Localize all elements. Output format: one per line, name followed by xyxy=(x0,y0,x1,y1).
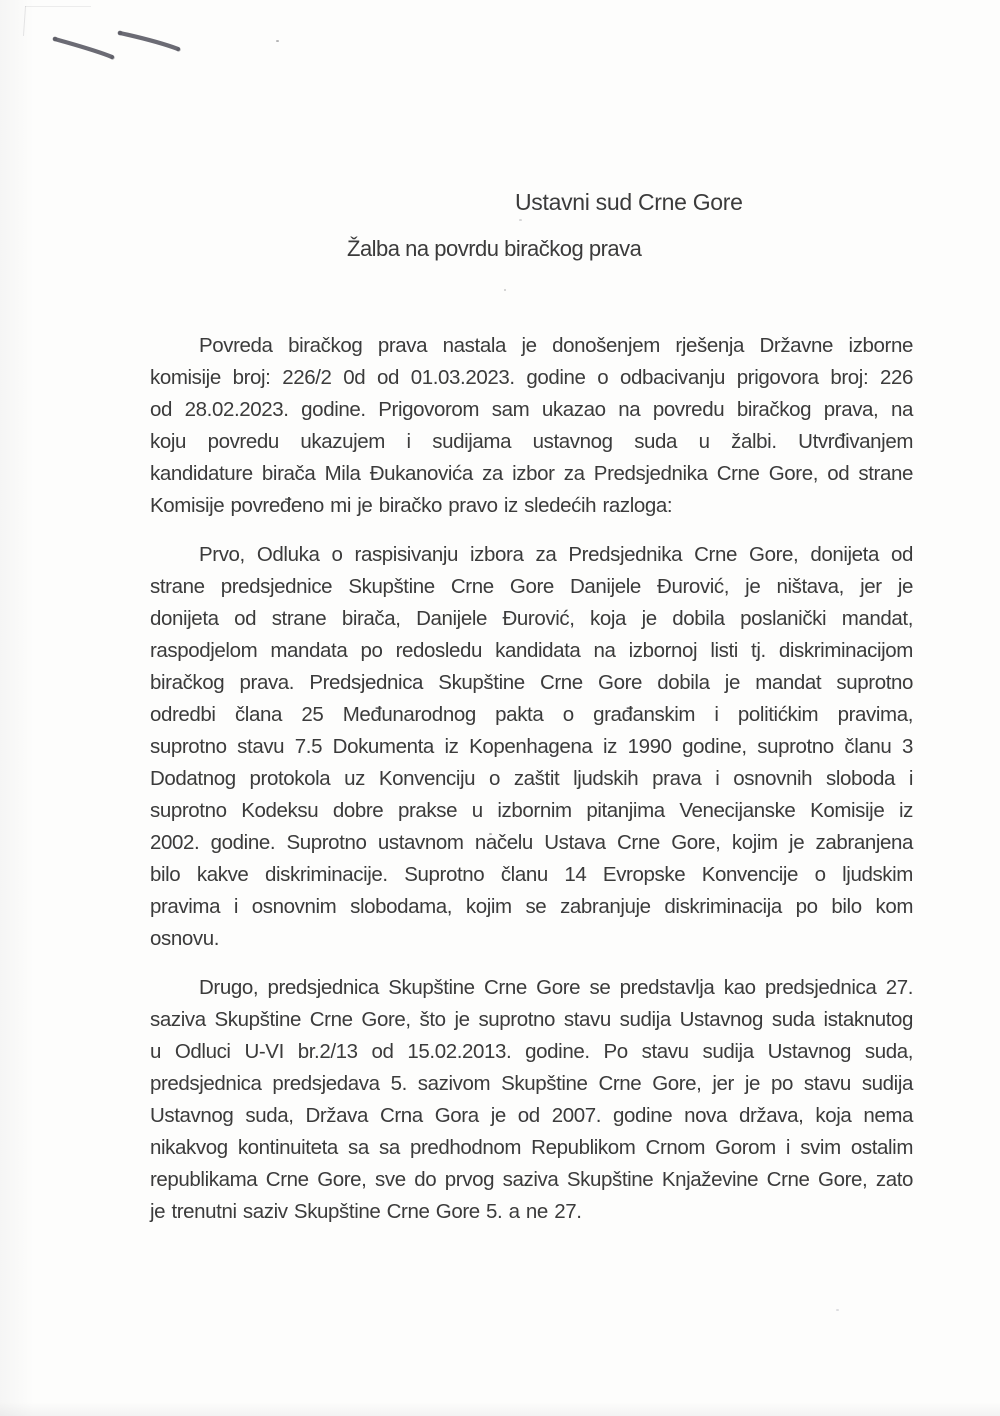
pen-stroke-marks-icon xyxy=(40,24,200,69)
text-line: Dodatnog protokola uz Konvenciju o zaštit ljudskih prava i osnovnih sloboda i xyxy=(150,767,913,790)
text-line: komisije broj: 226/2 0d od 01.03.2023. godine o odbacivanju prigovora broj: 226 xyxy=(150,366,913,389)
text-line: nikakvog kontinuiteta sa sa predhodnom Republikom Crnom Gorom i svim ostalim xyxy=(150,1136,913,1159)
text-line: je trenutni saziv Skupštine Crne Gore 5. a ne 27. xyxy=(150,1200,582,1223)
text-line: koju povredu ukazujem i sudijama ustavnog suda u žalbi. Utvrđivanjem xyxy=(150,430,913,453)
text-line: predsjednica predsjedava 5. sazivom Skupštine Crne Gore, jer je po stavu sudija xyxy=(150,1072,913,1095)
text-line: suprotno Kodeksu dobre prakse u izbornim pitanjima Venecijanske Komisije iz xyxy=(150,799,913,822)
text-line: osnovu. xyxy=(150,927,220,950)
text-line: u Odluci U-VI br.2/13 od 15.02.2013. godine. Po stavu sudija Ustavnog suda, xyxy=(150,1040,913,1063)
document-title: Žalba na povrdu biračkog prava xyxy=(347,236,642,261)
text-line: donijeta od strane birača, Danijele Đurović, koja je dobila poslanički mandat, xyxy=(150,607,913,630)
scan-noise-speck xyxy=(836,1309,839,1311)
court-name-header: Ustavni sud Crne Gore xyxy=(515,189,743,215)
text-line: Prvo, Odluka o raspisivanju izbora za Predsjednika Crne Gore, donijeta od xyxy=(199,543,913,566)
text-line: suprotno stavu 7.5 Dokumenta iz Kopenhagena iz 1990 godine, suprotno članu 3 xyxy=(150,735,913,758)
text-line: 2002. godine. Suprotno ustavnom načelu Ustava Crne Gore, kojim je zabranjena xyxy=(150,831,913,854)
text-line: Drugo, predsjednica Skupštine Crne Gore se predstavlja kao predsjednica 27. xyxy=(199,976,913,999)
text-line: kandidature birača Mila Đukanovića za izbor za Predsjednika Crne Gore, od strane xyxy=(150,462,913,485)
scan-edge-shading-bottom xyxy=(0,1402,1000,1416)
text-line: Povreda biračkog prava nastala je donošenjem rješenja Državne izborne xyxy=(199,334,913,357)
scan-edge-shading-left xyxy=(0,0,34,1416)
scan-noise-speck xyxy=(276,40,279,42)
document-body xyxy=(150,330,913,1228)
text-line: bilo kakve diskriminacije. Suprotno članu 14 Evropske Konvencije o ljudskim xyxy=(150,863,913,886)
text-line: saziva Skupštine Crne Gore, što je suprotno stavu sudija Ustavnog suda istaknutog xyxy=(150,1008,913,1031)
text-line: Ustavnog suda, Država Crna Gora je od 2007. godine nova država, koja nema xyxy=(150,1104,913,1127)
paragraph-first-argument xyxy=(150,539,913,955)
text-line: raspodjelom mandata po redosledu kandidata na izbornoj listi tj. diskriminacijom xyxy=(150,639,913,662)
text-line: od 28.02.2023. godine. Prigovorom sam ukazao na povredu biračkog prava, na xyxy=(150,398,913,421)
paper-edge-line-horizontal xyxy=(25,6,91,7)
text-line: strane predsjednice Skupštine Crne Gore Danijele Đurović, je ništava, jer je xyxy=(150,575,913,598)
text-line: Komisije povređeno mi je biračko pravo iz sledećih razloga: xyxy=(150,494,673,517)
text-line: pravima i osnovnim slobodama, kojim se zabranjuje diskriminacija po bilo kom xyxy=(150,895,913,918)
text-line: republikama Crne Gore, sve do prvog saziva Skupštine Knjaževine Crne Gore, zato xyxy=(150,1168,913,1191)
scan-noise-speck xyxy=(504,289,506,291)
paper-edge-line-vertical xyxy=(23,6,26,36)
paragraph-second-argument xyxy=(150,972,913,1228)
scan-noise-speck xyxy=(519,219,522,221)
paragraph-introduction xyxy=(150,330,913,522)
text-line: odredbi člana 25 Međunarodnog pakta o građanskim i politićkim pravima, xyxy=(150,703,913,726)
text-line: biračkog prava. Predsjednica Skupštine Crne Gore dobila je mandat suprotno xyxy=(150,671,913,694)
